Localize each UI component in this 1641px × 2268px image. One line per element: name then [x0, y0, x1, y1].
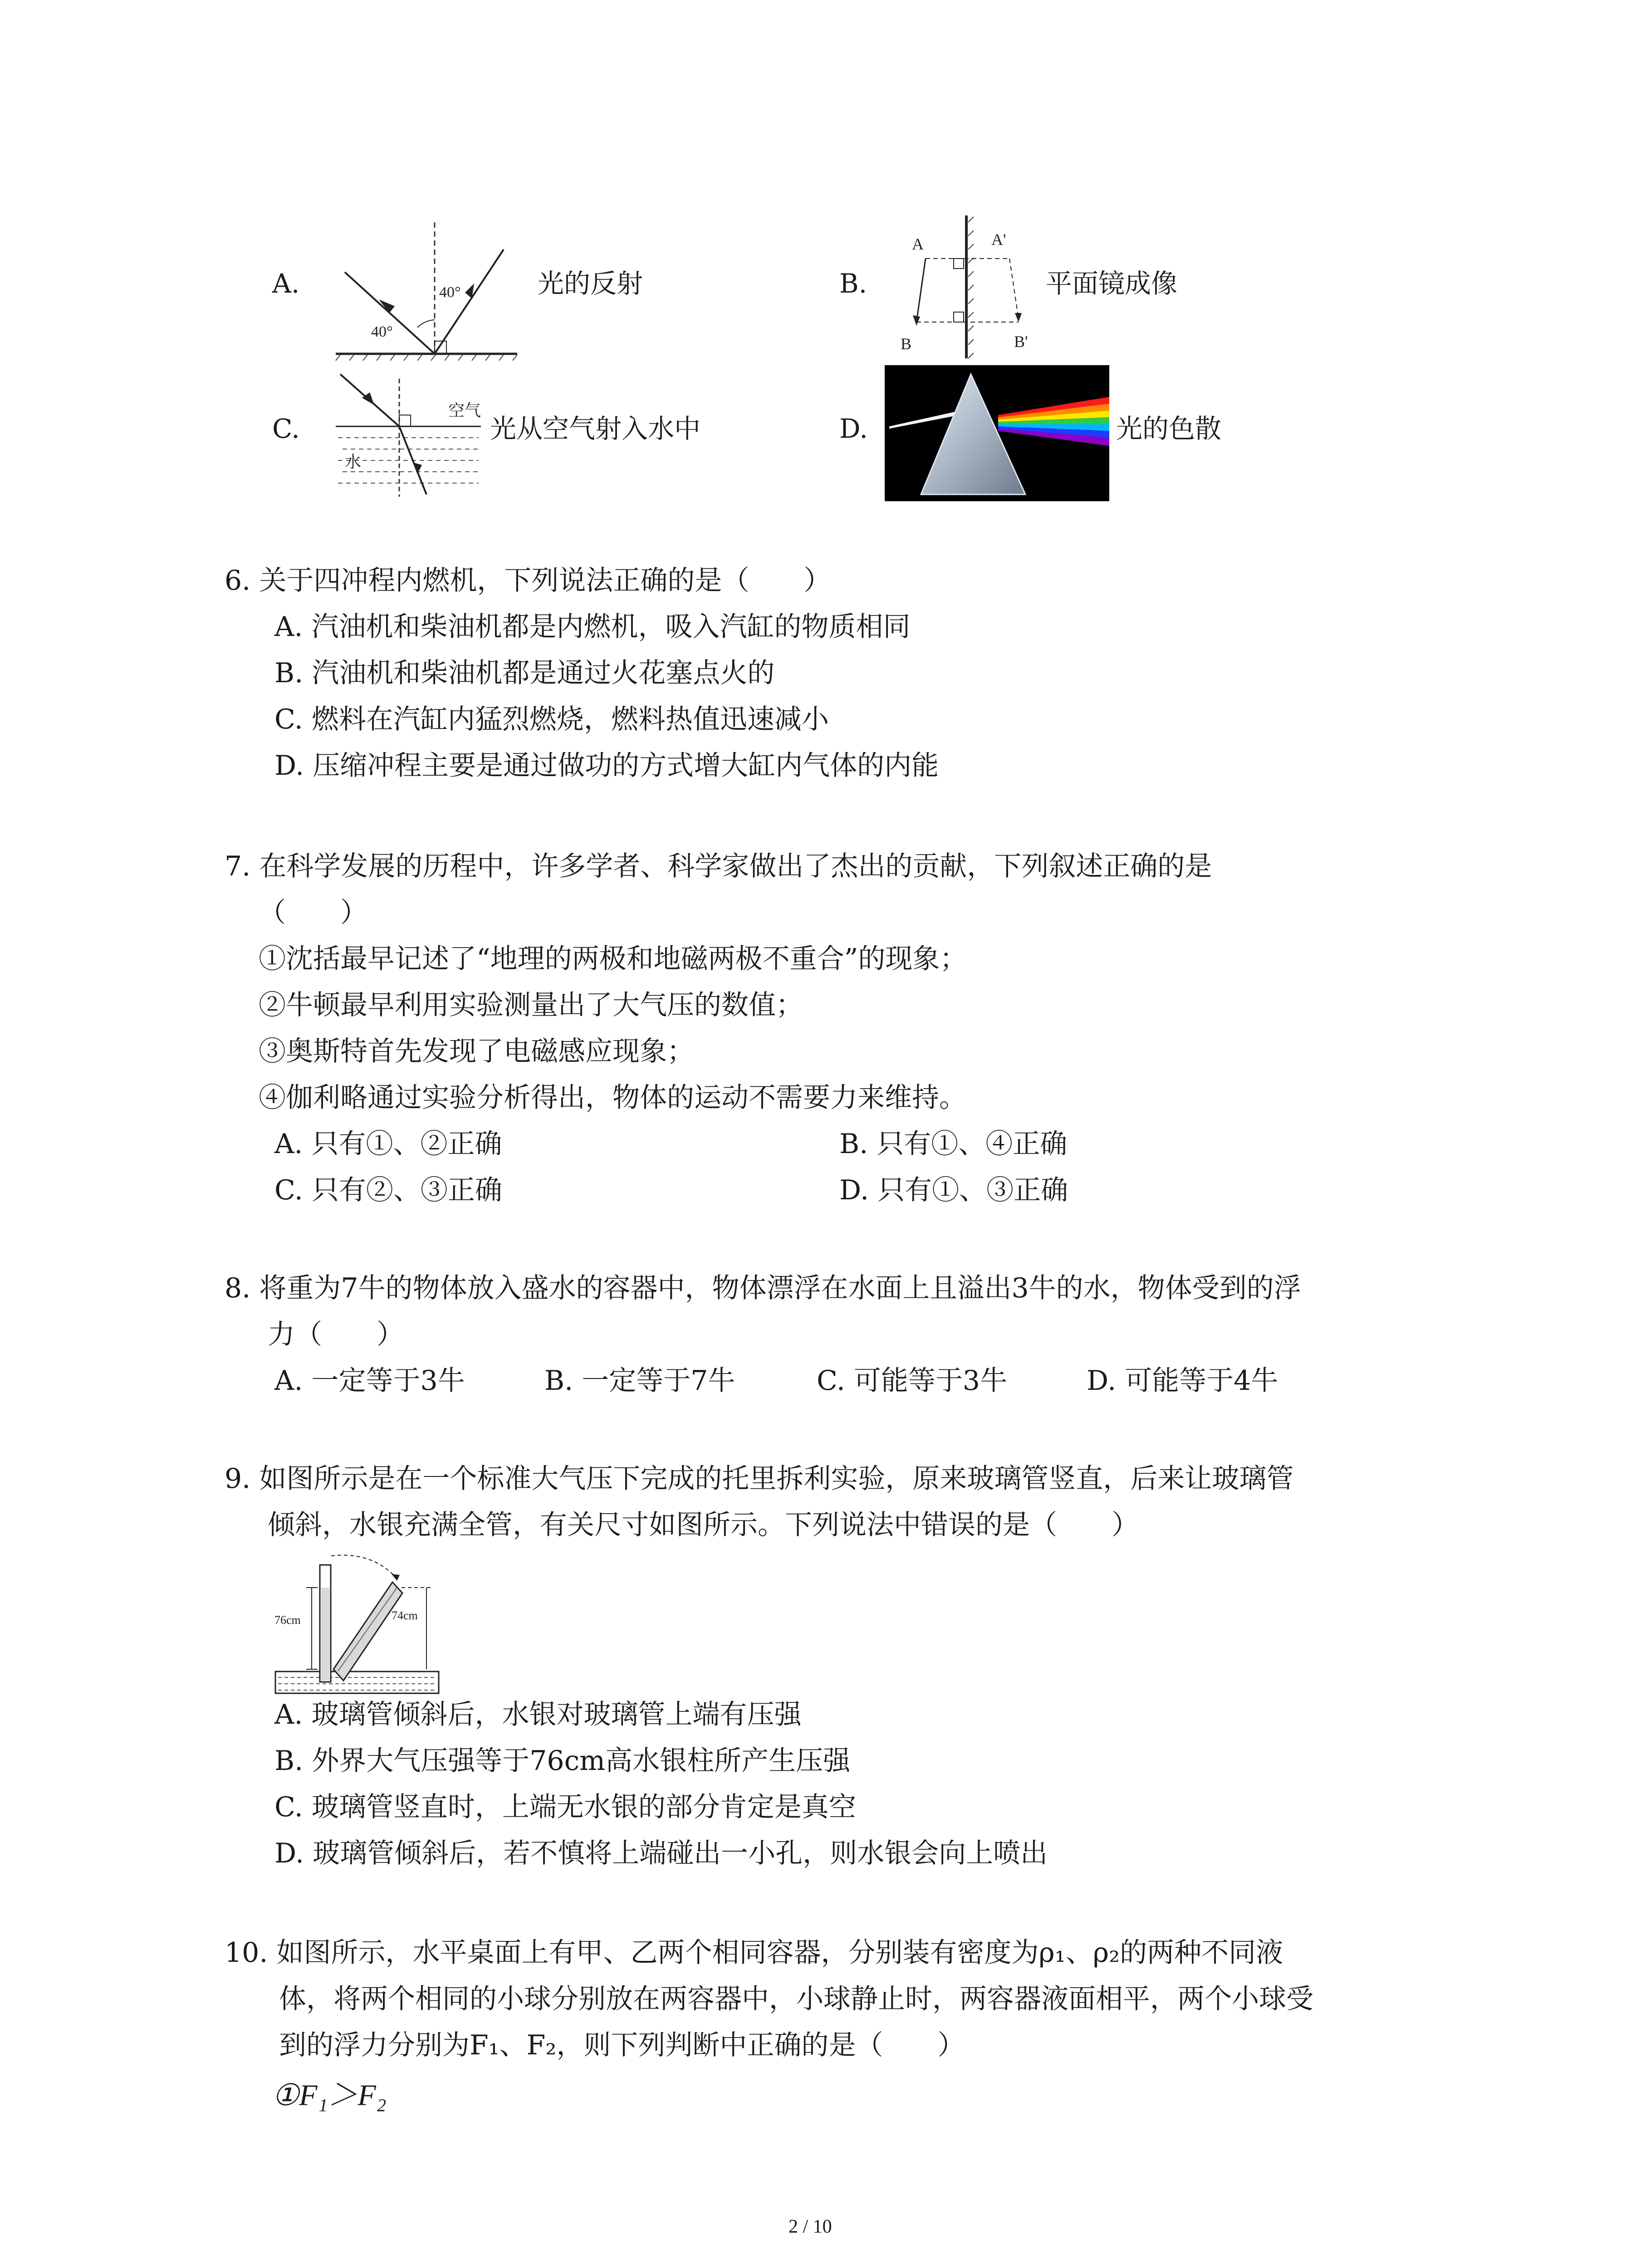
q7-statement-2: ②牛顿最早利用实验测量出了大气压的数值； — [259, 989, 803, 1021]
q7-option-b: B. 只有①、④正确 — [839, 1128, 1068, 1160]
point-a-label: A — [912, 235, 924, 253]
q6-option-d: D. 压缩冲程主要是通过做功的方式增大缸内气体的内能 — [274, 750, 939, 782]
option-b-caption: 平面镜成像 — [1046, 268, 1178, 299]
option-a-caption: 光的反射 — [538, 268, 643, 299]
q9-stem-line1: 9. 如图所示是在一个标准大气压下完成的托里拆利实验，原来玻璃管竖直，后来让玻璃管 — [225, 1463, 1294, 1495]
q6-option-b: B. 汽油机和柴油机都是通过火花塞点火的 — [274, 657, 775, 689]
q10-item-1: ①F₁＞F₂ — [272, 2079, 387, 2112]
option-b-letter: B. — [839, 268, 867, 299]
q10-stem-line1: 10. 如图所示，水平桌面上有甲、乙两个相同容器，分别装有密度为ρ₁、ρ₂的两种不同液 — [225, 1937, 1283, 1969]
option-d-caption: 光的色散 — [1116, 413, 1222, 444]
water-label: 水 — [345, 453, 362, 471]
plane-mirror-diagram — [898, 213, 1034, 363]
q7-statement-3: ③奥斯特首先发现了电磁感应现象； — [259, 1036, 694, 1067]
q10-stem-line3: 到的浮力分别为F₁、F₂，则下列判断中正确的是（ ） — [279, 2029, 965, 2061]
air-label: 空气 — [448, 401, 481, 420]
reflection-diagram — [336, 222, 517, 358]
q8-stem-line1: 8. 将重为7牛的物体放入盛水的容器中，物体漂浮在水面上且溢出3牛的水，物体受到的浮 — [225, 1272, 1301, 1304]
q7-stem: 7. 在科学发展的历程中，许多学者、科学家做出了杰出的贡献，下列叙述正确的是 — [225, 850, 1212, 882]
angle-top-label: 40° — [439, 284, 461, 301]
q8-option-c: C. 可能等于3牛 — [817, 1365, 1008, 1397]
q8-stem-line2: 力（ ） — [268, 1319, 404, 1350]
q8-option-d: D. 可能等于4牛 — [1087, 1365, 1279, 1397]
option-c-letter: C. — [272, 413, 300, 444]
q9-option-d: D. 玻璃管倾斜后，若不慎将上端碰出一小孔，则水银会向上喷出 — [274, 1838, 1048, 1869]
q9-stem-line2: 倾斜，水银充满全管，有关尺寸如图所示。下列说法中错误的是（ ） — [268, 1509, 1139, 1541]
option-a-letter: A. — [272, 268, 300, 299]
option-d-letter: D. — [839, 413, 868, 444]
q6-option-c: C. 燃料在汽缸内猛烈燃烧，燃料热值迅速减小 — [274, 704, 829, 735]
q7-answer-paren: （ ） — [259, 897, 367, 929]
page-number: 2 / 10 — [789, 2216, 832, 2237]
angle-bottom-label: 40° — [371, 323, 393, 340]
q7-statement-1: ①沈括最早记述了“地理的两极和地磁两极不重合”的现象； — [259, 943, 967, 975]
q9-option-a: A. 玻璃管倾斜后，水银对玻璃管上端有压强 — [274, 1699, 802, 1730]
height-76cm-label: 76cm — [274, 1613, 301, 1627]
prism-dispersion-image — [885, 365, 1109, 501]
height-74cm-label: 74cm — [392, 1609, 418, 1622]
point-b-label: B — [901, 335, 912, 353]
q10-stem-line2: 体，将两个相同的小球分别放在两容器中，小球静止时，两容器液面相平，两个小球受 — [279, 1983, 1313, 2015]
point-a-prime-label: A' — [991, 230, 1006, 249]
q7-option-c: C. 只有②、③正确 — [274, 1174, 502, 1206]
point-b-prime-label: B' — [1014, 332, 1028, 351]
q7-option-d: D. 只有①、③正确 — [839, 1174, 1068, 1206]
refraction-diagram — [331, 370, 481, 501]
q6-stem: 6. 关于四冲程内燃机，下列说法正确的是（ ） — [225, 565, 831, 596]
q7-statement-4: ④伽利略通过实验分析得出，物体的运动不需要力来维持。 — [259, 1082, 966, 1114]
q8-option-b: B. 一定等于7牛 — [544, 1365, 735, 1397]
q9-option-c: C. 玻璃管竖直时，上端无水银的部分肯定是真空 — [274, 1791, 856, 1823]
q9-option-b: B. 外界大气压强等于76cm高水银柱所产生压强 — [274, 1745, 851, 1777]
option-c-caption: 光从空气射入水中 — [490, 413, 701, 444]
q7-option-a: A. 只有①、②正确 — [274, 1128, 502, 1160]
q8-option-a: A. 一定等于3牛 — [274, 1365, 465, 1397]
q6-option-a: A. 汽油机和柴油机都是内燃机，吸入汽缸的物质相同 — [274, 611, 911, 643]
torricelli-diagram — [274, 1551, 447, 1696]
